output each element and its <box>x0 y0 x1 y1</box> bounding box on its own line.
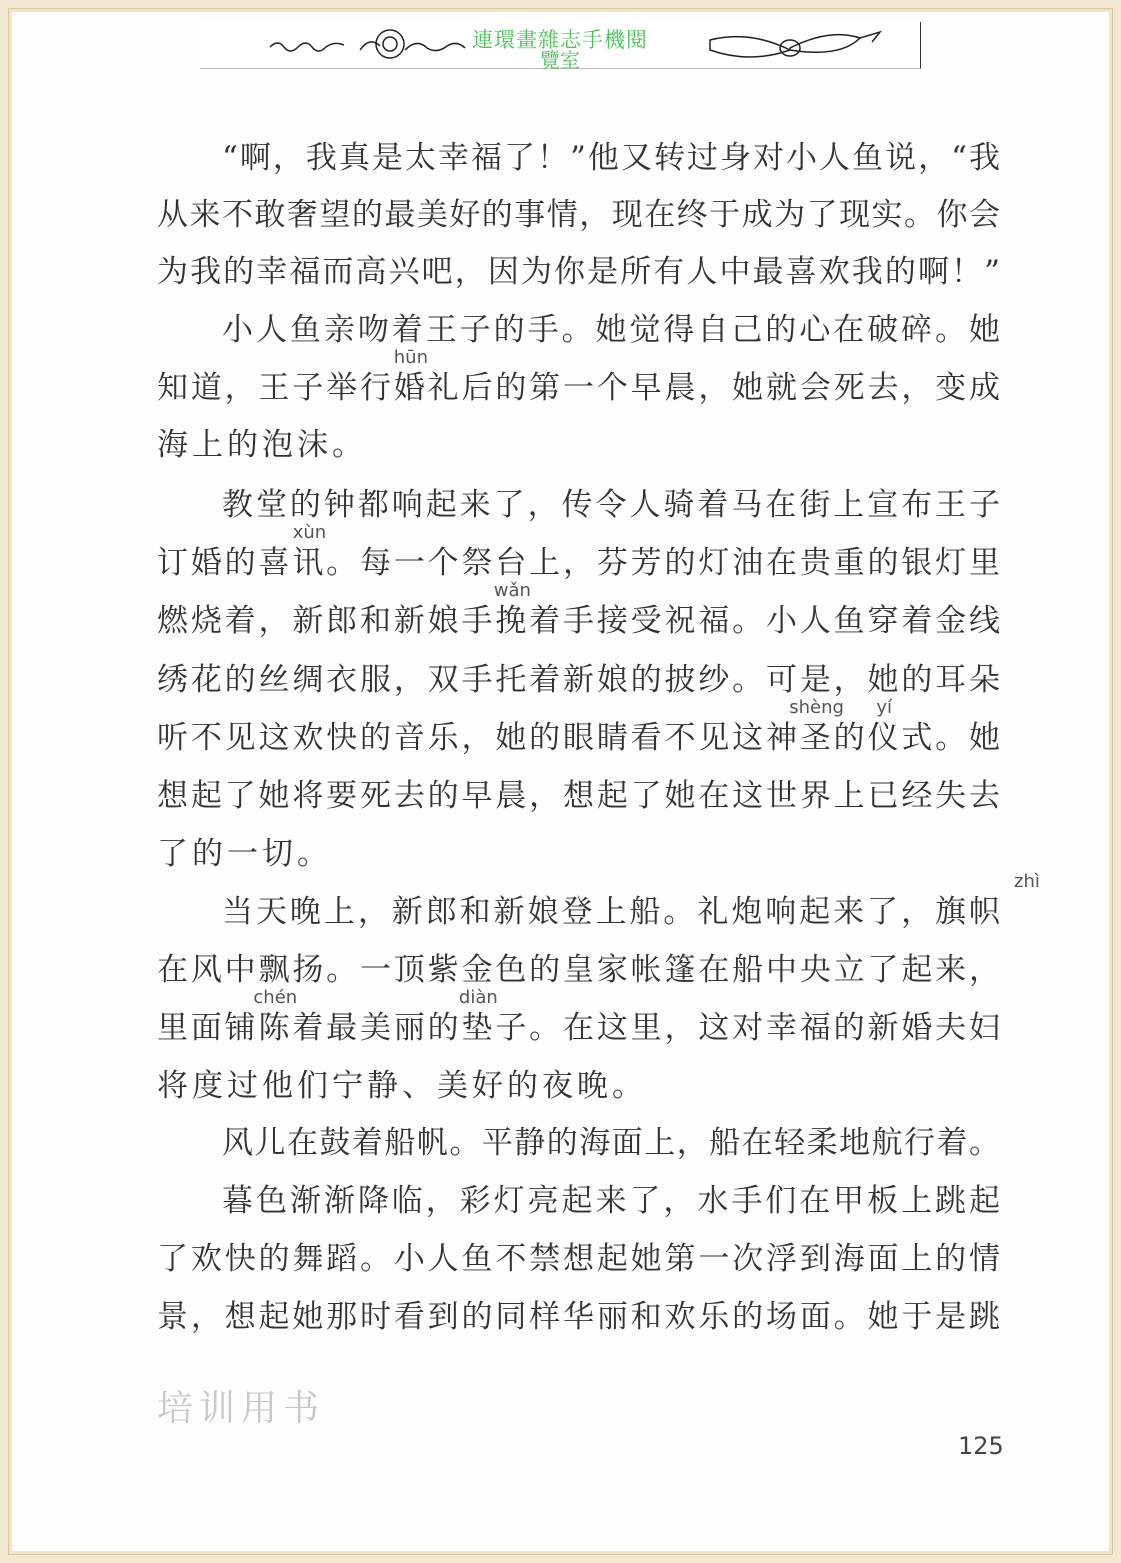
pinyin-annotation: wǎn <box>493 580 531 601</box>
text-line: 听不见这欢快的音乐，她的眼睛看不见这神圣的仪式。她 <box>157 720 1000 756</box>
page-number: 125 <box>958 1432 1004 1460</box>
pinyin-annotation: zhì <box>1014 871 1040 892</box>
header-banner <box>200 22 921 72</box>
text-line: 燃烧着，新郎和新娘手挽着手接受祝福。小人鱼穿着金线 <box>157 603 1000 639</box>
text-line: 了欢快的舞蹈。小人鱼不禁想起她第一次浮到海面上的情 <box>157 1241 1000 1277</box>
text-line: 暮色渐渐降临，彩灯亮起来了，水手们在甲板上跳起 <box>222 1183 1000 1219</box>
pinyin-annotation: diàn <box>458 987 498 1008</box>
pinyin-annotation: shèng <box>789 697 844 718</box>
pinyin-annotation: yí <box>876 697 893 718</box>
text-line: 绣花的丝绸衣服，双手托着新娘的披纱。可是，她的耳朵 <box>157 662 1000 698</box>
text-line: 订婚的喜讯。每一个祭台上，芬芳的灯油在贵重的银灯里 <box>157 545 1000 581</box>
text-line: 教堂的钟都响起来了，传令人骑着马在街上宣布王子 <box>222 487 1000 523</box>
banner-title-line2: 覽室 <box>540 48 580 72</box>
text-line: 海上的泡沫。 <box>157 427 367 463</box>
text-line: 从来不敢奢望的最美好的事情，现在终于成为了现实。你会 <box>157 197 1000 233</box>
watermark: 培训用书 <box>157 1388 326 1429</box>
text-line: “啊，我真是太幸福了！”他又转过身对小人鱼说，“我 <box>222 140 1000 176</box>
text-line: 了的一切。 <box>157 836 332 872</box>
pinyin-annotation: chén <box>253 987 298 1008</box>
pinyin-annotation: hūn <box>393 347 428 368</box>
text-line: 在风中飘扬。一顶紫金色的皇家帐篷在船中央立了起来， <box>157 952 1000 988</box>
pinyin-annotation: xùn <box>292 522 327 543</box>
text-line: 景，想起她那时看到的同样华丽和欢乐的场面。她于是跳 <box>157 1299 1000 1335</box>
text-line: 为我的幸福而高兴吧，因为你是所有人中最喜欢我的啊！” <box>157 254 1000 290</box>
text-line: 里面铺陈着最美丽的垫子。在这里，这对幸福的新婚夫妇 <box>157 1010 1000 1046</box>
text-line: 小人鱼亲吻着王子的手。她觉得自己的心在破碎。她 <box>222 312 1000 348</box>
text-line: 知道，王子举行婚礼后的第一个早晨，她就会死去，变成 <box>157 370 1000 406</box>
text-line: 当天晚上，新郎和新娘登上船。礼炮响起来了，旗帜 <box>222 894 1000 930</box>
text-line: 风儿在鼓着船帆。平静的海面上，船在轻柔地航行着。 <box>222 1125 1000 1161</box>
banner-title-line1: 連環畫雜志手機閱 <box>472 28 648 52</box>
text-line: 想起了她将要死去的早晨，想起了她在这世界上已经失去 <box>157 778 1000 814</box>
text-line: 将度过他们宁静、美好的夜晚。 <box>157 1068 647 1104</box>
